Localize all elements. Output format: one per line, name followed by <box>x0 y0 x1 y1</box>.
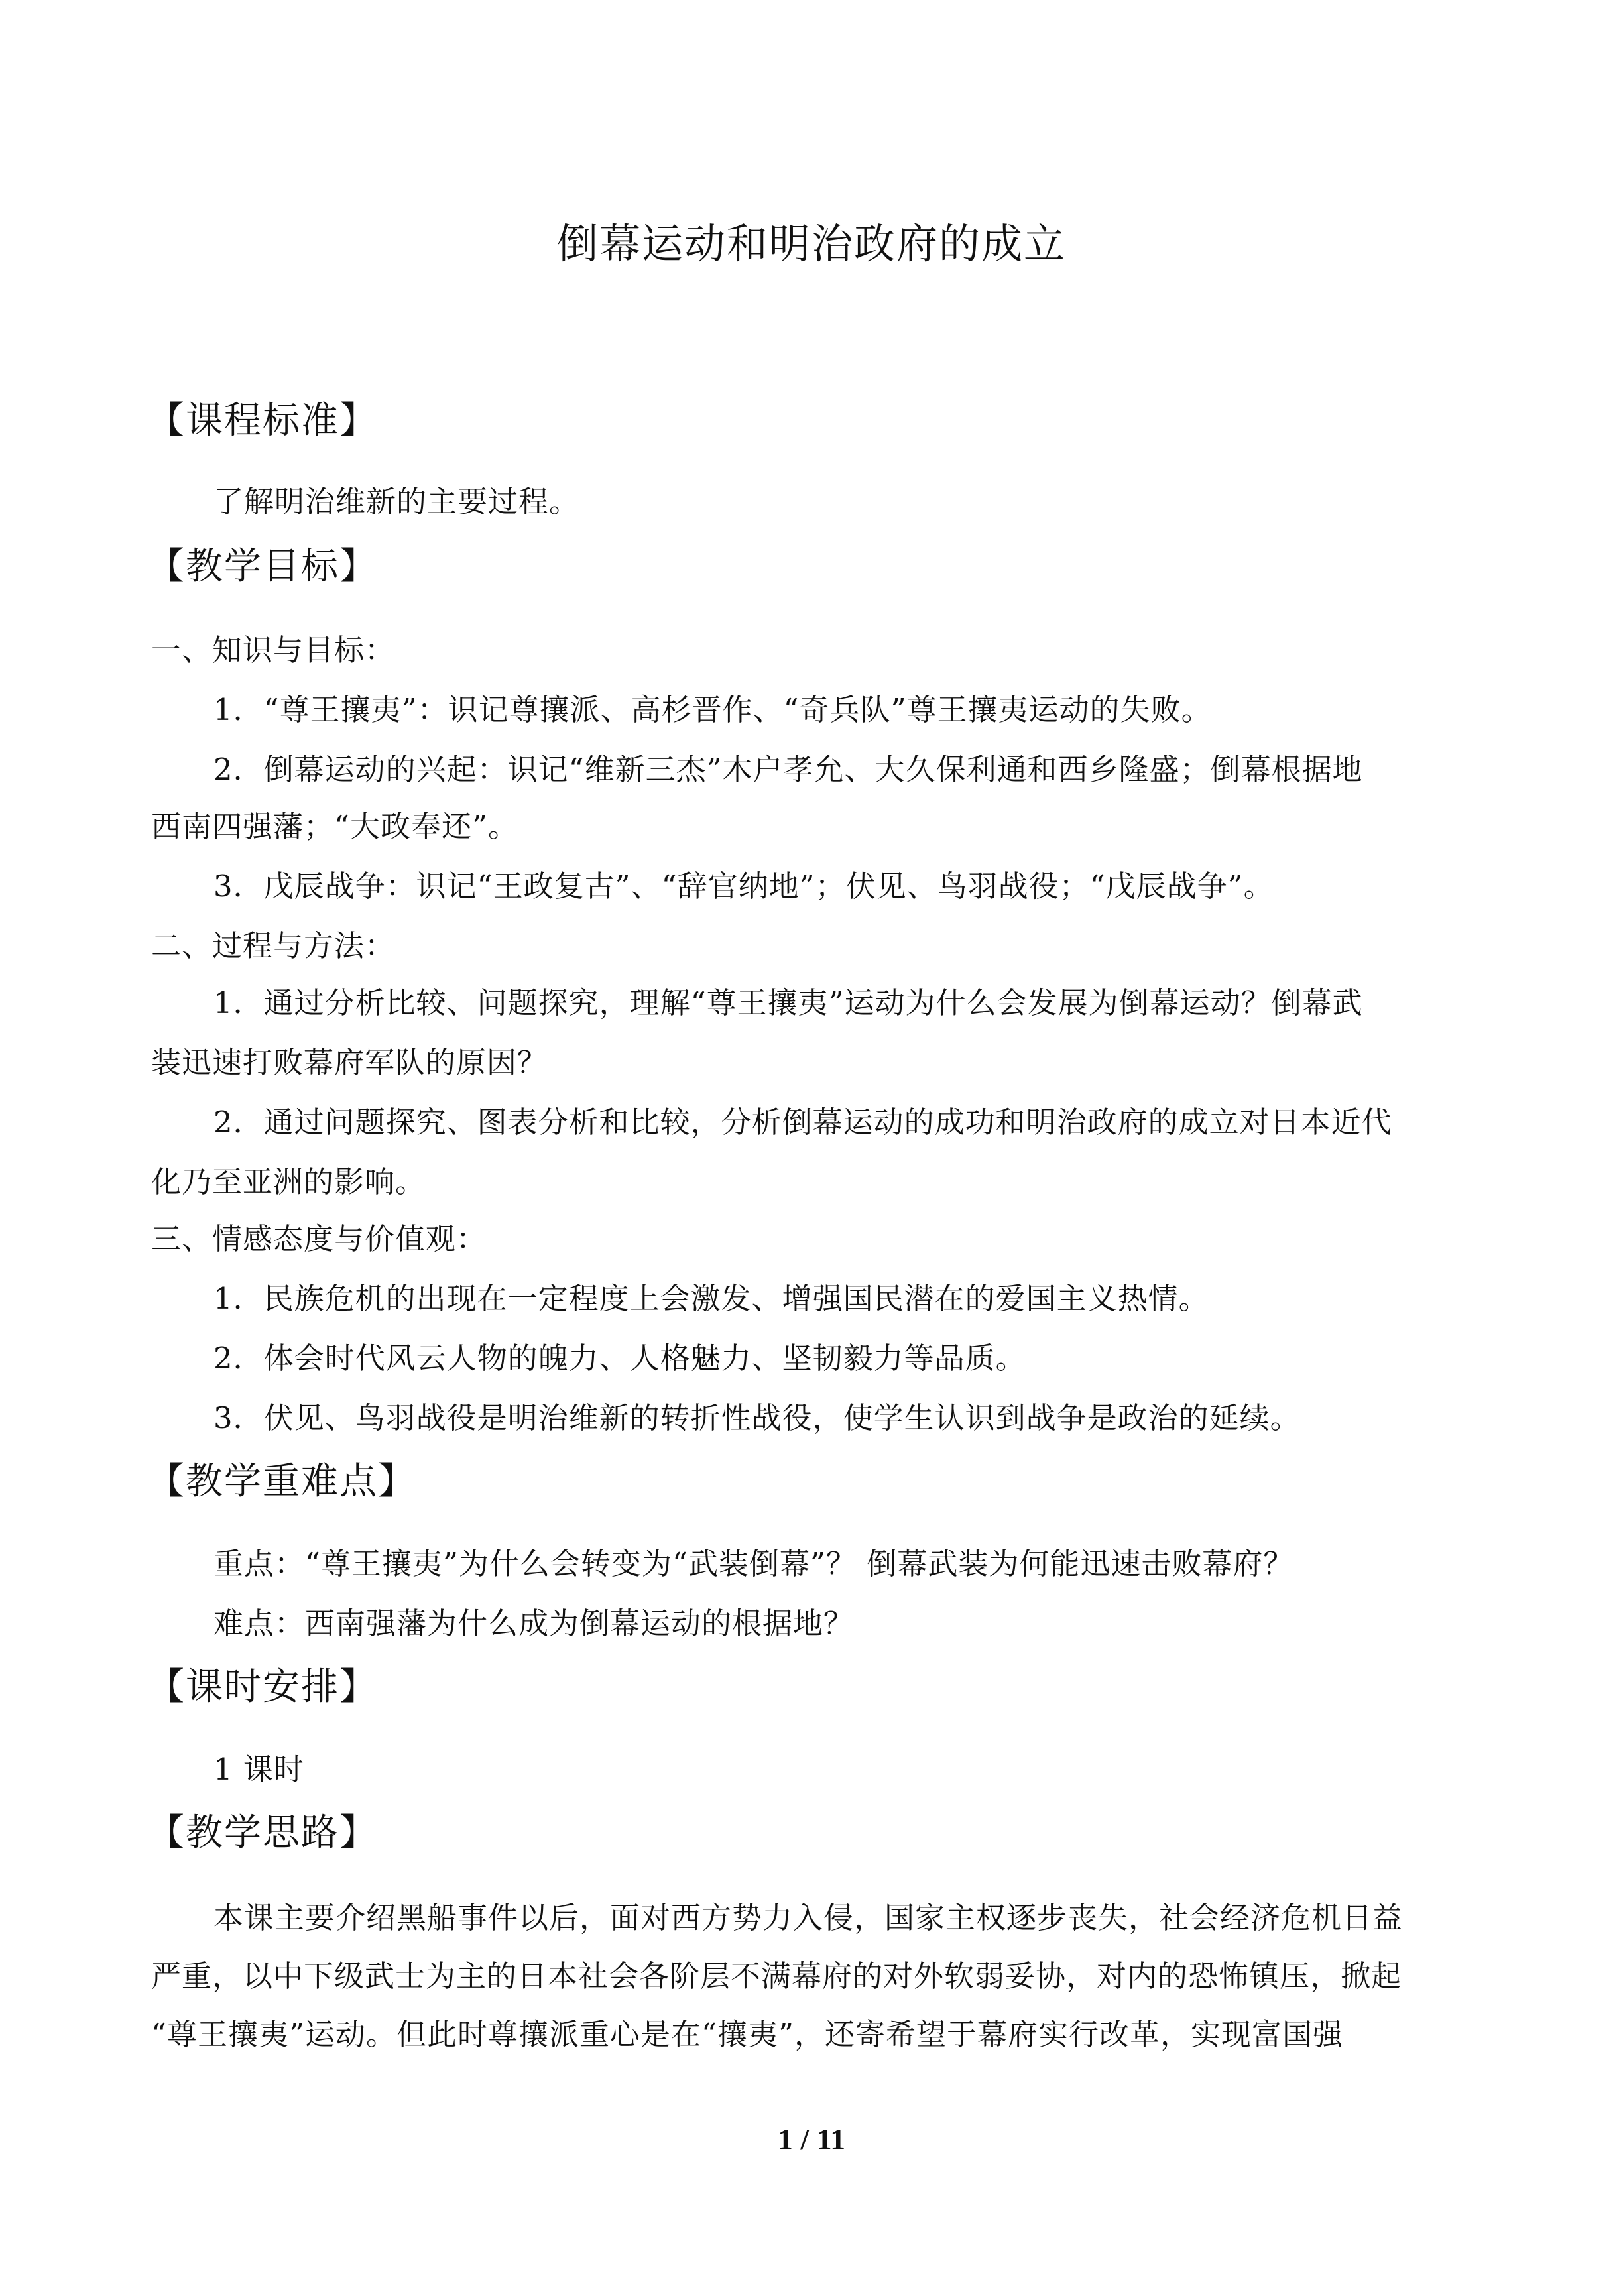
goals-part2-item1-b: 装迅速打败幕府军队的原因？ <box>151 1045 548 1080</box>
approach-line-2: 严重，以中下级武士为主的日本社会各阶层不满幕府的对外软弱妥协，对内的恐怖镇压，掀起 <box>151 1959 1402 1994</box>
page-title: 倒幕运动和明治政府的成立 <box>556 219 1066 268</box>
approach-line-1: 本课主要介绍黑船事件以后，面对西方势力入侵，国家主权逐步丧失，社会经济危机日益 <box>213 1900 1404 1935</box>
goals-part3-title: 三、情感态度与价值观： <box>151 1221 487 1256</box>
goals-part1-item3: 3．戊辰战争：识记“王政复古”、“辞官纳地”；伏见、鸟羽战役；“戊辰战争”。 <box>213 869 1274 904</box>
goals-part2-item2-a: 2．通过问题探究、图表分析和比较，分析倒幕运动的成功和明治政府的成立对日本近代 <box>213 1105 1392 1140</box>
key-point-text: 重点：“尊王攘夷”为什么会转变为“武装倒幕”？ 倒幕武装为何能迅速击败幕府？ <box>213 1546 1294 1581</box>
heading-curriculum: 【课程标准】 <box>147 399 378 442</box>
goals-part3-item3: 3．伏见、鸟羽战役是明治维新的转折性战役，使学生认识到战争是政治的延续。 <box>213 1400 1301 1435</box>
heading-key-points: 【教学重难点】 <box>147 1460 416 1503</box>
heading-schedule: 【课时安排】 <box>147 1665 378 1709</box>
heading-approach: 【教学思路】 <box>147 1811 378 1854</box>
goals-part3-item1: 1．民族危机的出现在一定程度上会激发、增强国民潜在的爱国主义热情。 <box>213 1281 1209 1316</box>
goals-part1-title: 一、知识与目标： <box>151 633 396 668</box>
goals-part1-item1: 1．“尊王攘夷”：识记尊攘派、高杉晋作、“奇兵队”尊王攘夷运动的失败。 <box>213 692 1212 727</box>
heading-goals: 【教学目标】 <box>147 545 378 588</box>
goals-part3-item2: 2．体会时代风云人物的魄力、人格魅力、坚韧毅力等品质。 <box>213 1341 1026 1376</box>
difficulty-text: 难点：西南强藩为什么成为倒幕运动的根据地？ <box>213 1606 855 1641</box>
goals-part2-item1-a: 1．通过分析比较、问题探究，理解“尊王攘夷”运动为什么会发展为倒幕运动？倒幕武 <box>213 985 1363 1020</box>
page-number: 1 / 11 <box>777 2122 846 2156</box>
goals-part1-item2-a: 2．倒幕运动的兴起：识记“维新三杰”木户孝允、大久保利通和西乡隆盛；倒幕根据地 <box>213 752 1363 787</box>
goals-part2-item2-b: 化乃至亚洲的影响。 <box>151 1164 426 1199</box>
schedule-text: 1 课时 <box>213 1752 304 1787</box>
curriculum-text: 了解明治维新的主要过程。 <box>213 484 580 519</box>
goals-part2-title: 二、过程与方法： <box>151 928 396 963</box>
goals-part1-item2-b: 西南四强藩；“大政奉还”。 <box>151 809 519 844</box>
approach-line-3: “尊王攘夷”运动。但此时尊攘派重心是在“攘夷”，还寄希望于幕府实行改革，实现富国强 <box>151 2017 1344 2052</box>
